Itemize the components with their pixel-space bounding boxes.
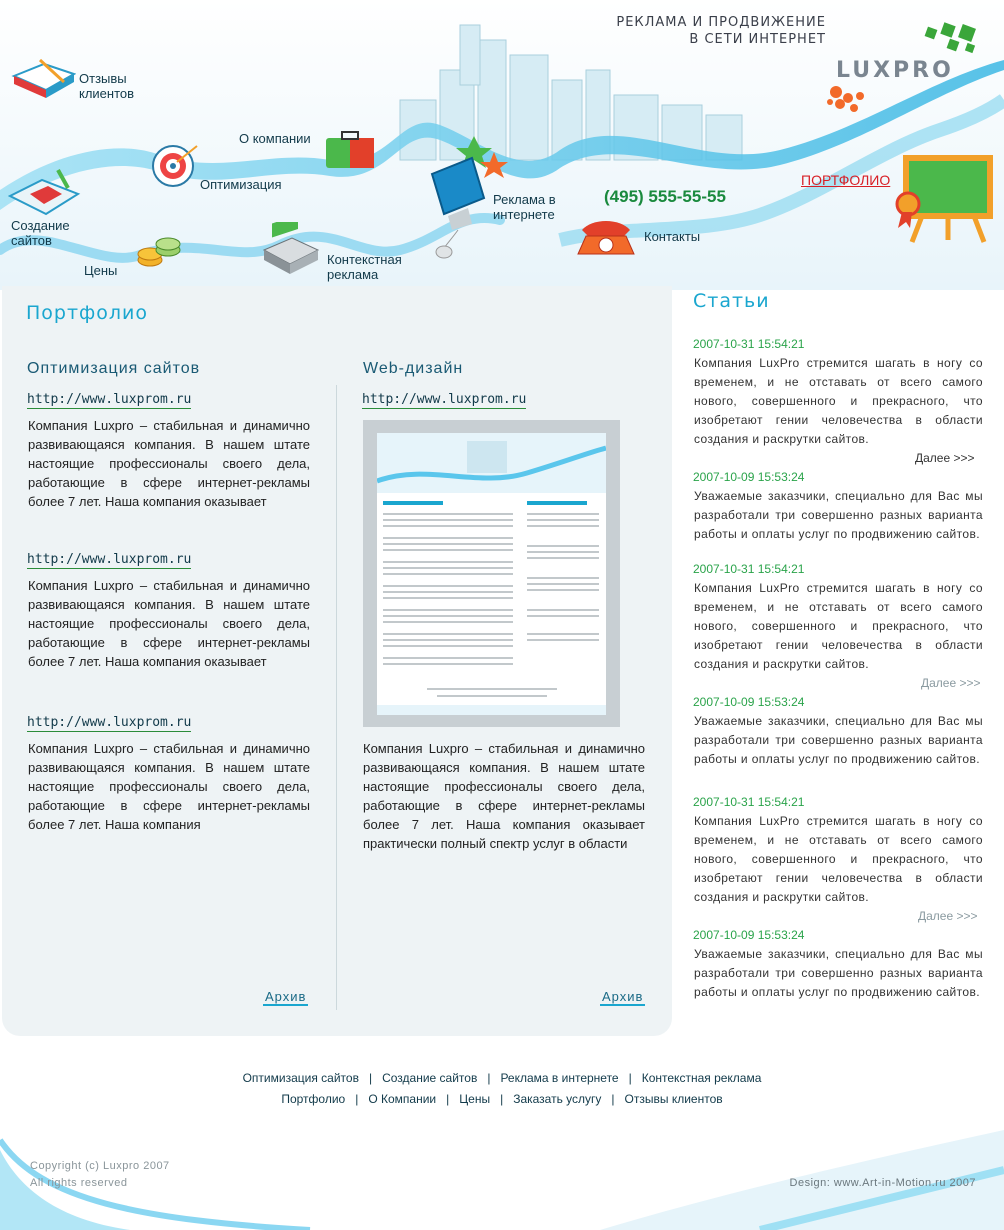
article-date: 2007-10-09 15:53:24 xyxy=(693,928,805,942)
portfolio-description: Компания Luxpro – стабильная и динамично развивающаяся компания. В нашем штате настоящие профессионалы своего дела, работающие в сфере интернет-рекламы более 7 лет. Наша компания оказывает практически полный спектр услуг в области xyxy=(363,741,645,851)
portfolio-link[interactable]: http://www.luxprom.ru xyxy=(27,552,192,567)
footer-link-ads[interactable]: Реклама в интернете xyxy=(500,1071,619,1085)
footer-nav-row1 xyxy=(0,1071,1004,1085)
nav-context[interactable]: Контекстная реклама xyxy=(327,252,402,282)
right-column-title: Web-дизайн xyxy=(363,360,464,377)
footer-link-reviews[interactable]: Отзывы клиентов xyxy=(624,1092,723,1106)
footer-link-prices[interactable]: Цены xyxy=(459,1092,491,1106)
nav-contacts[interactable]: Контакты xyxy=(644,229,701,244)
logo-text[interactable]: LUXPRO xyxy=(836,58,954,83)
footer-separator: | xyxy=(368,1071,373,1085)
tagline-line2: В СЕТИ ИНТЕРНЕТ xyxy=(689,32,826,47)
design-credit[interactable]: Design: www.Art-in-Motion.ru 2007 xyxy=(789,1177,976,1189)
footer-separator: | xyxy=(611,1092,615,1106)
footer-link-order[interactable]: Заказать услугу xyxy=(513,1092,602,1106)
portfolio-description: Компания Luxpro – стабильная и динамично развивающаяся компания. В нашем штате настоящие профессионалы своего дела, работающие в сфере интернет-рекламы более 7 лет. Наша компания оказывает xyxy=(28,578,310,669)
footer-separator: | xyxy=(628,1071,632,1085)
nav-portfolio[interactable]: ПОРТФОЛИО xyxy=(801,172,891,188)
phone-number: (495) 555-55-55 xyxy=(604,187,726,206)
footer-separator: | xyxy=(355,1092,359,1106)
footer-link-portfolio[interactable]: Портфолио xyxy=(281,1092,346,1106)
portfolio-screenshot[interactable] xyxy=(363,420,620,727)
screenshot-mockup xyxy=(377,433,606,715)
book-pen-icon xyxy=(10,56,76,102)
tagline-line1: РЕКЛАМА И ПРОДВИЖЕНИЕ xyxy=(616,15,826,30)
footer-separator: | xyxy=(500,1092,504,1106)
left-archive-link[interactable]: Архив xyxy=(265,989,307,1004)
article-more-link[interactable]: Далее >>> xyxy=(918,909,978,923)
copyright: Copyright (c) Luxpro 2007 xyxy=(30,1160,170,1172)
phone-icon xyxy=(572,212,640,260)
typewriter-icon xyxy=(258,222,322,278)
header xyxy=(0,0,1004,290)
portfolio-heading: Портфолио xyxy=(26,302,149,324)
articles-heading: Статьи xyxy=(693,290,770,312)
briefcase-icon xyxy=(324,130,376,170)
easel-award-icon xyxy=(892,154,994,244)
article-date: 2007-10-31 15:54:21 xyxy=(693,562,805,576)
nav-prices[interactable]: Цены xyxy=(84,263,118,278)
article-more-link[interactable]: Далее >>> xyxy=(915,451,975,465)
article-date: 2007-10-09 15:53:24 xyxy=(693,695,805,709)
darts-icon xyxy=(151,142,199,190)
portfolio-link[interactable]: http://www.luxprom.ru xyxy=(27,715,192,730)
footer-separator: | xyxy=(487,1071,491,1085)
article-date: 2007-10-09 15:53:24 xyxy=(693,470,805,484)
left-column-title: Оптимизация сайтов xyxy=(27,360,201,377)
nav-optimization[interactable]: Оптимизация xyxy=(200,177,282,192)
article-text: Уважаемые заказчики, специально для Вас мы разработали три совершенно разных варианта работы и оплаты услуг по продвижению сайтов. xyxy=(694,947,983,999)
nav-reviews[interactable]: Отзывы клиентов xyxy=(79,71,135,101)
nav-ads[interactable]: Реклама в интернете xyxy=(493,192,556,222)
footer-link-about[interactable]: О Компании xyxy=(368,1092,437,1106)
coins-icon xyxy=(136,230,184,274)
footer-nav-row2 xyxy=(0,1092,1004,1106)
portfolio-link[interactable]: http://www.luxprom.ru xyxy=(362,392,527,407)
article-more-link[interactable]: Далее >>> xyxy=(921,676,981,690)
article-date: 2007-10-31 15:54:21 xyxy=(693,337,805,351)
portfolio-link[interactable]: http://www.luxprom.ru xyxy=(27,392,192,407)
nav-creation[interactable]: Создание сайтов xyxy=(11,218,70,248)
article-text: Компания LuxPro стремится шагать в ногу со временем, и не отставать от всего самого нового, совершенного и прекрасного, что изобретают гении человечества в области создания и раскрутки сайтов. xyxy=(694,581,983,671)
footer-separator: | xyxy=(446,1092,450,1106)
tablet-pen-icon xyxy=(8,166,84,218)
footer-link-context[interactable]: Контекстная реклама xyxy=(641,1071,762,1085)
portfolio-description: Компания Luxpro – стабильная и динамично развивающаяся компания. В нашем штате настоящие профессионалы своего дела, работающие в сфере интернет-рекламы более 7 лет. Наша компания оказывает xyxy=(28,418,310,509)
article-text: Компания LuxPro стремится шагать в ногу со временем, и не отставать от всего самого нового, совершенного и прекрасного, что изобретают гении человечества в области создания и раскрутки сайтов. xyxy=(694,356,983,446)
footer-link-creation[interactable]: Создание сайтов xyxy=(382,1071,478,1085)
article-text: Уважаемые заказчики, специально для Вас мы разработали три совершенно разных варианта работы и оплаты услуг по продвижению сайтов. xyxy=(694,489,983,541)
article-text: Компания LuxPro стремится шагать в ногу со временем, и не отставать от всего самого нового, совершенного и прекрасного, что изобретают гении человечества в области создания и раскрутки сайтов. xyxy=(694,814,983,904)
screenshot-preview xyxy=(377,433,606,715)
article-date: 2007-10-31 15:54:21 xyxy=(693,795,805,809)
right-archive-link[interactable]: Архив xyxy=(602,989,644,1004)
article-text: Уважаемые заказчики, специально для Вас мы разработали три совершенно разных варианта работы и оплаты услуг по продвижению сайтов. xyxy=(694,714,983,766)
rights-reserved: All rights reserved xyxy=(30,1177,128,1189)
nav-about[interactable]: О компании xyxy=(239,131,311,146)
portfolio-description: Компания Luxpro – стабильная и динамично развивающаяся компания. В нашем штате настоящие профессионалы своего дела, работающие в сфере интернет-рекламы более 7 лет. Наша компания xyxy=(28,741,310,832)
footer-link-optimization[interactable]: Оптимизация сайтов xyxy=(242,1071,359,1085)
column-divider xyxy=(336,385,337,1010)
